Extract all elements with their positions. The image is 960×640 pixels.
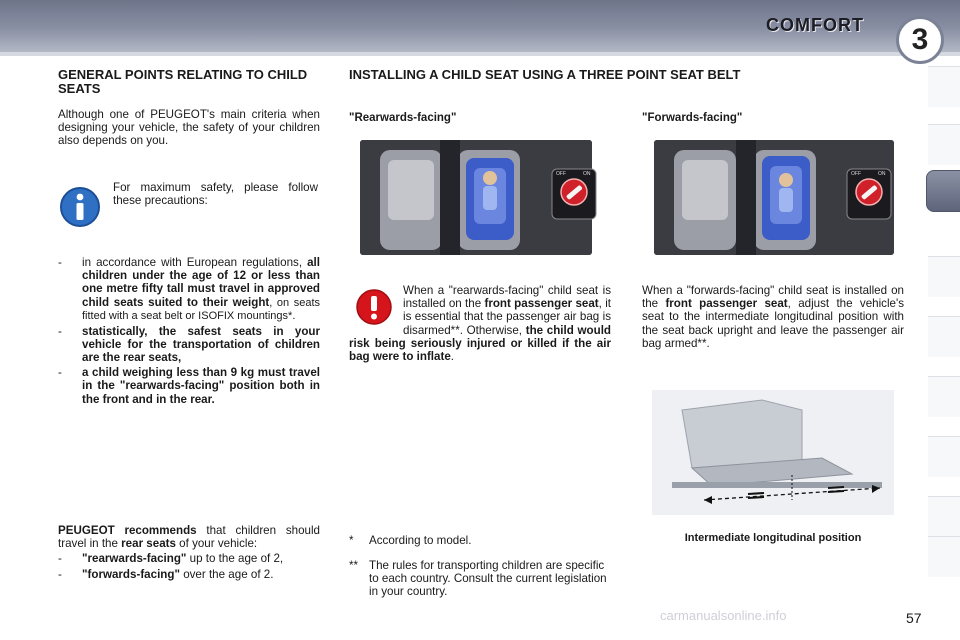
description-text: When a "forwards-facing" child seat is installed on the xyxy=(642,284,904,311)
forwards-title: "Forwards-facing" xyxy=(642,112,743,124)
side-tab[interactable] xyxy=(928,496,960,537)
header-divider xyxy=(0,52,960,56)
side-tab[interactable] xyxy=(928,66,960,107)
description-text: , adjust the vehicle's seat to the intermediate longitudinal position with the seat back upright and leave the passenger air bag armed**. xyxy=(642,297,904,350)
info-icon xyxy=(58,185,102,229)
seat-position-illustration xyxy=(652,390,894,515)
list-item: - statistically, the safest seats in your vehicle for the transportation of children are the rear seats, xyxy=(58,324,320,365)
footnote-mark: * xyxy=(349,534,354,547)
intro-paragraph: Although one of PEUGEOT's main criteria when designing your vehicle, the safety of your children also depends on you. xyxy=(58,108,320,148)
warning-bold: front passenger seat xyxy=(484,297,599,311)
chapter-side-tabs xyxy=(928,66,960,576)
warning-text: . xyxy=(450,350,455,364)
warning-text: , it is essential that the passenger air bag is disarmed**. Otherwise, xyxy=(403,297,611,337)
recommend-block xyxy=(58,524,320,581)
list-item-text: over the age of 2. xyxy=(179,567,274,581)
chapter-number-badge: 3 xyxy=(896,16,944,64)
side-tab-active[interactable] xyxy=(926,170,960,212)
illustration-caption: Intermediate longitudinal position xyxy=(684,532,862,544)
list-item-bold: "rearwards-facing" xyxy=(82,552,187,566)
side-tab[interactable] xyxy=(928,316,960,357)
side-tab[interactable] xyxy=(928,124,960,165)
watermark: carmanualsonline.info xyxy=(660,608,787,623)
recommend-bold: PEUGEOT recommends xyxy=(58,524,197,537)
list-item-text: in accordance with European regulations, xyxy=(82,256,308,269)
recommend-text: of your vehicle: xyxy=(175,537,258,551)
chapter-title: COMFORT xyxy=(766,15,864,35)
footnote-1 xyxy=(349,532,611,547)
page-number: 57 xyxy=(906,610,922,626)
info-text: For maximum safety, please follow these precautions: xyxy=(113,181,318,208)
list-item-text: , on seats fitted with a seat belt or ISOFIX mountings*. xyxy=(82,296,320,323)
recommend-text: that children should travel in the xyxy=(58,524,320,551)
footnote-text: The rules for transporting children are specific to each country. Consult the current legislation in your country. xyxy=(369,559,607,599)
forward-description xyxy=(642,284,904,350)
warning-bold: the child would risk being seriously injured or killed if the air bag were to inflate xyxy=(349,323,611,364)
airbag-label-on: ON xyxy=(583,171,591,177)
side-tab[interactable] xyxy=(928,436,960,477)
list-item: - "forwards-facing" over the age of 2. xyxy=(58,567,274,581)
side-tab[interactable] xyxy=(928,256,960,297)
list-item: - "rearwards-facing" up to the age of 2, xyxy=(58,552,284,566)
footnote-2 xyxy=(349,557,611,599)
airbag-switch-icon xyxy=(846,168,892,220)
list-item-bold: "forwards-facing" xyxy=(82,567,180,581)
left-heading: GENERAL POINTS RELATING TO CHILD SEATS xyxy=(58,67,308,96)
rearwards-title: "Rearwards-facing" xyxy=(349,112,457,124)
side-tab[interactable] xyxy=(928,376,960,417)
recommend-bold: rear seats xyxy=(121,537,176,551)
side-tab[interactable] xyxy=(928,536,960,577)
precautions-list xyxy=(58,254,320,406)
main-heading: INSTALLING A CHILD SEAT USING A THREE POINT SEAT BELT xyxy=(349,67,741,82)
warning-text: When a "rearwards-facing" child seat is installed on the xyxy=(403,284,611,311)
list-item-bold: statistically, the safest seats in your vehicle for the transportation of children are the rear seats, xyxy=(82,324,320,365)
list-item-bold: a child weighing less than 9 kg must travel in the "rearwards-facing" position both in the front and in the rear. xyxy=(82,366,320,406)
airbag-label-off: OFF xyxy=(851,171,861,177)
airbag-switch-icon xyxy=(551,168,597,220)
footnote-mark: ** xyxy=(349,559,359,572)
recommend-paragraph xyxy=(58,524,320,550)
rear-warning-paragraph xyxy=(349,284,611,363)
list-item: - a child weighing less than 9 kg must travel in the "rearwards-facing" position both in the front and in the rear. xyxy=(58,366,320,406)
airbag-label-on: ON xyxy=(878,171,886,177)
list-item-bold: all children under the age of 12 or less than one metre fifty tall must travel in approved child seats suited to their weight xyxy=(82,256,320,309)
footnote-text: According to model. xyxy=(369,534,472,547)
airbag-label-off: OFF xyxy=(556,171,566,177)
list-item-text: up to the age of 2, xyxy=(186,552,284,566)
description-bold: front passenger seat xyxy=(665,297,788,311)
list-item: - in accordance with European regulations, all children under the age of 12 or less than one metre fifty tall must travel in approved child seats suited to their weight, on seats fitted with a seat belt or ISOFIX mountings*. xyxy=(58,256,320,323)
